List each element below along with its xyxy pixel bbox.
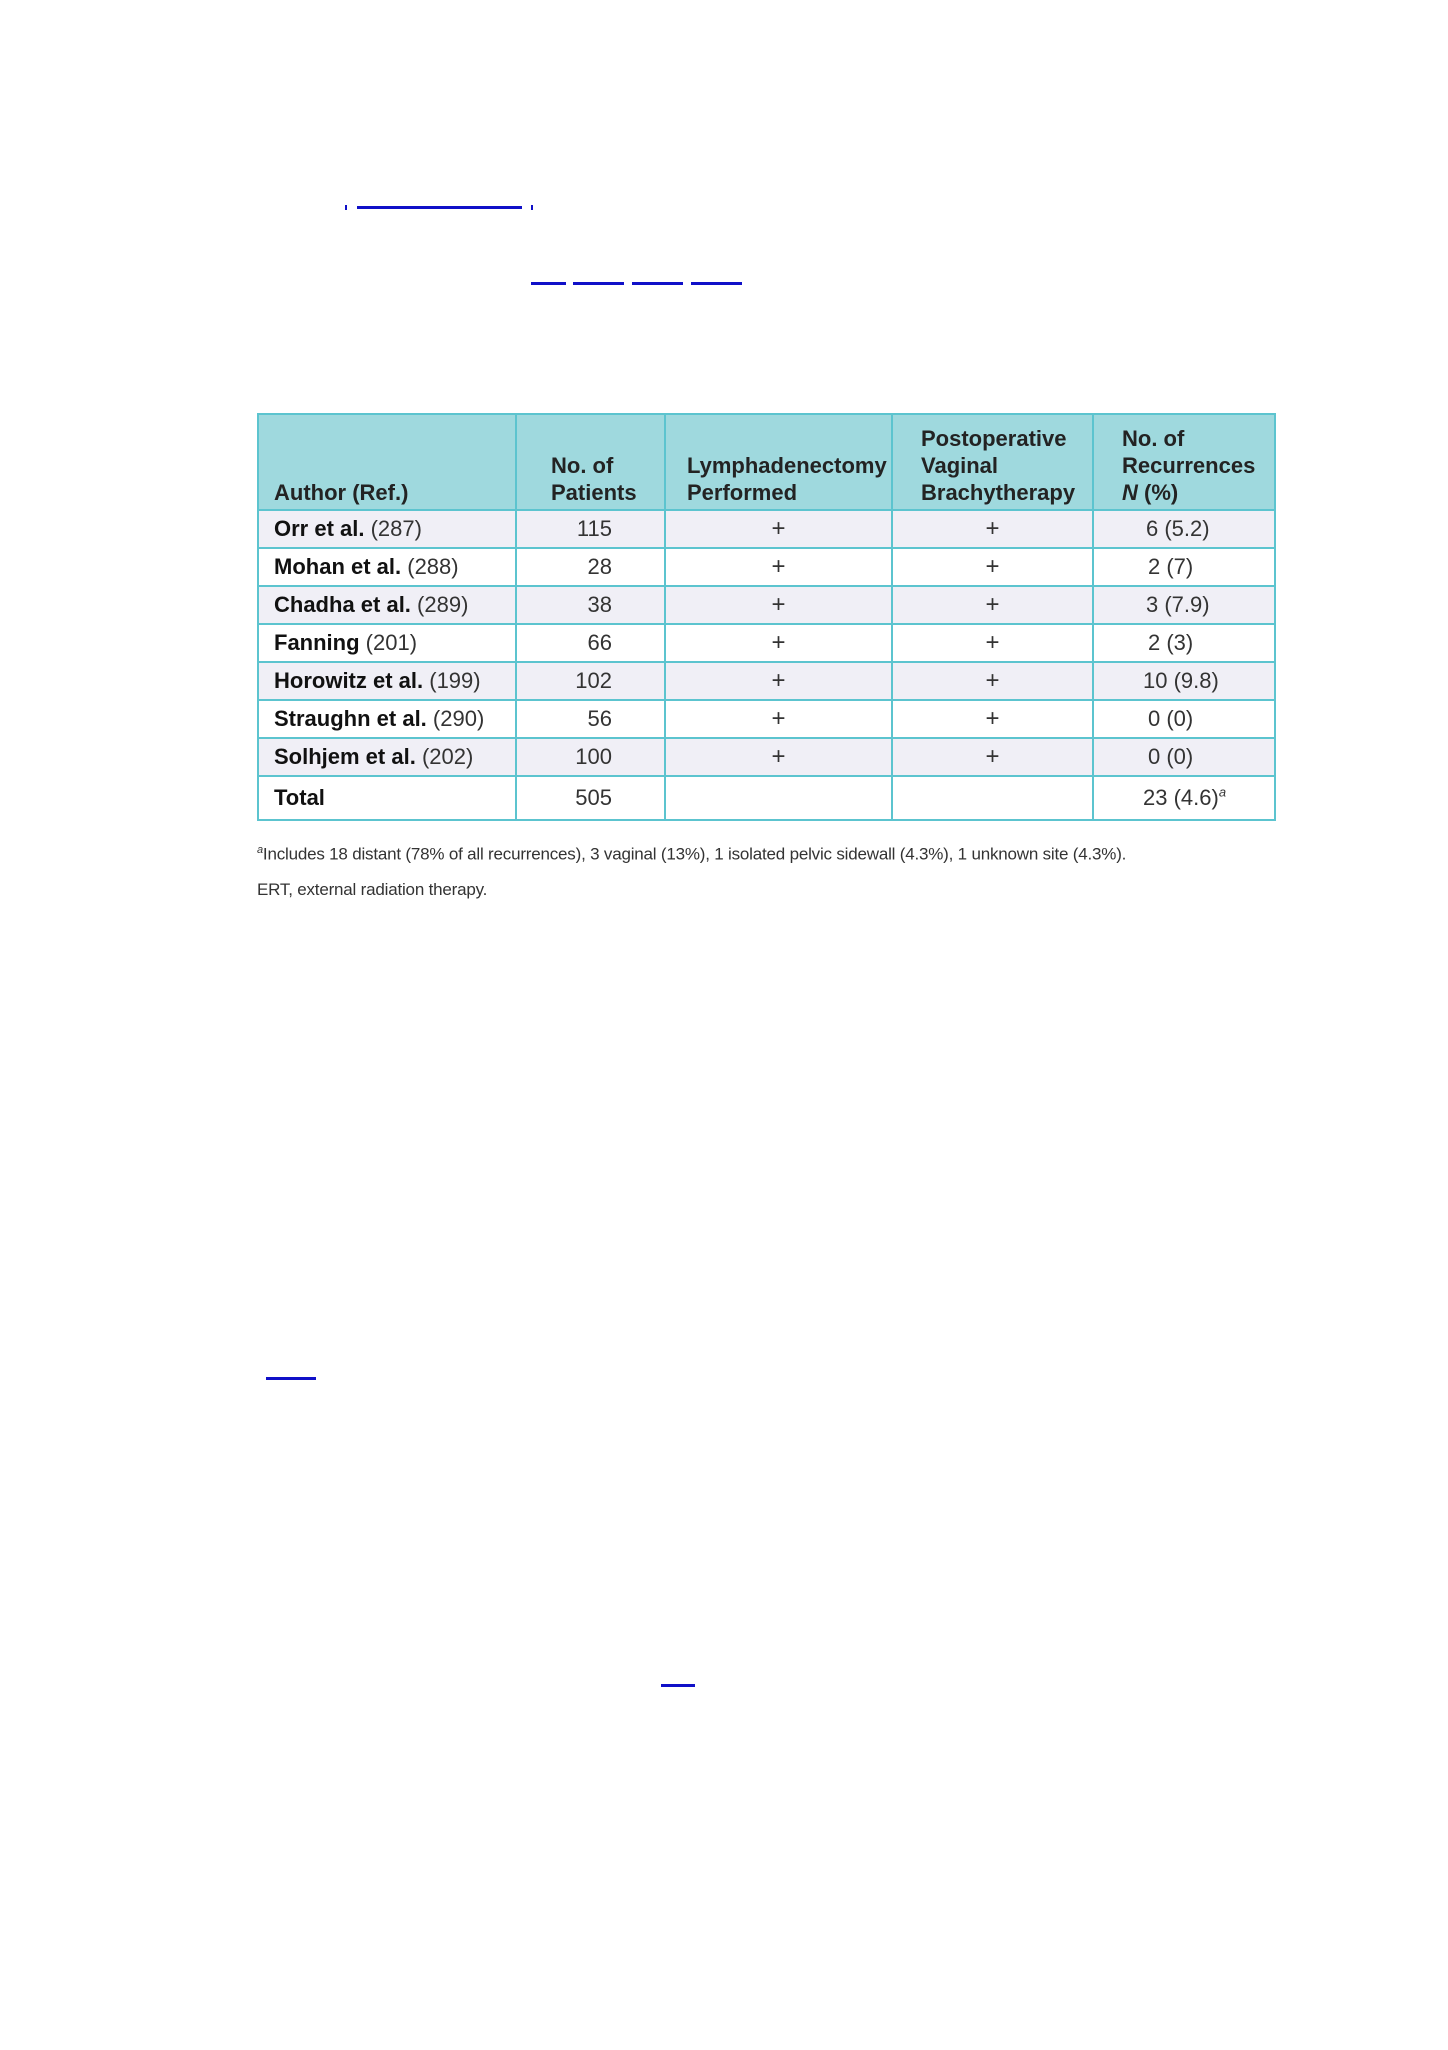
footnote-marker: a xyxy=(1218,784,1227,800)
cell-total-label xyxy=(258,776,516,820)
author-ref: (199) xyxy=(423,668,481,693)
table-row xyxy=(258,624,1275,662)
cell-total-recurrences xyxy=(1093,776,1275,820)
cell-recurrences: 2 (3) xyxy=(1093,624,1275,662)
cell-lymphadenectomy: + xyxy=(665,662,892,700)
footnote-a-marker: a xyxy=(257,844,263,856)
header-brachytherapy xyxy=(892,414,1093,510)
cell-total-lymph-empty xyxy=(665,776,892,820)
header-recurrences xyxy=(1093,414,1275,510)
cell-recurrences: 0 (0) xyxy=(1093,738,1275,776)
cell-brachytherapy: + xyxy=(892,700,1093,738)
cell-lymphadenectomy: + xyxy=(665,624,892,662)
author-ref: (288) xyxy=(401,554,459,579)
cell-author xyxy=(258,700,516,738)
header-brachy-line3: Brachytherapy xyxy=(921,480,1076,505)
table-row xyxy=(258,700,1275,738)
cell-patients: 102 xyxy=(516,662,665,700)
cell-patients: 66 xyxy=(516,624,665,662)
cell-total-brachy-empty xyxy=(892,776,1093,820)
header-patients xyxy=(516,414,665,510)
link-fragment-dot-left xyxy=(345,205,347,210)
table-total-row xyxy=(258,776,1275,820)
cell-author xyxy=(258,548,516,586)
header-brachy-line2: Vaginal xyxy=(921,453,999,478)
cell-brachytherapy: + xyxy=(892,738,1093,776)
header-author xyxy=(258,414,516,510)
table-row xyxy=(258,510,1275,548)
header-patients-line1: No. of xyxy=(551,453,614,478)
cell-lymphadenectomy: + xyxy=(665,510,892,548)
author-ref: (289) xyxy=(410,592,469,617)
cell-author xyxy=(258,662,516,700)
author-ref: (290) xyxy=(426,706,485,731)
cell-patients: 38 xyxy=(516,586,665,624)
link-fragment-dot-right xyxy=(531,205,533,210)
header-recur-pct: (%) xyxy=(1137,480,1179,505)
author-ref: (202) xyxy=(415,744,474,769)
author-ref: (287) xyxy=(364,516,422,541)
cell-brachytherapy: + xyxy=(892,510,1093,548)
total-label: Total xyxy=(274,785,325,810)
link-underline[interactable] xyxy=(632,282,683,285)
total-recurrences-value: 23 (4.6) xyxy=(1143,785,1219,810)
table-row xyxy=(258,548,1275,586)
author-name: Straughn et al. xyxy=(274,706,427,731)
author-name: Mohan et al. xyxy=(274,554,402,579)
cell-recurrences: 10 (9.8) xyxy=(1093,662,1275,700)
cell-patients: 28 xyxy=(516,548,665,586)
cell-author xyxy=(258,510,516,548)
cell-recurrences: 3 (7.9) xyxy=(1093,586,1275,624)
cell-recurrences: 6 (5.2) xyxy=(1093,510,1275,548)
header-recur-line1: No. of xyxy=(1122,426,1185,451)
cell-brachytherapy: + xyxy=(892,662,1093,700)
cell-brachytherapy: + xyxy=(892,548,1093,586)
author-name: Fanning xyxy=(274,630,360,655)
cell-brachytherapy: + xyxy=(892,624,1093,662)
footnote-ert: ERT, external radiation therapy. xyxy=(257,880,488,899)
header-brachy-line1: Postoperative xyxy=(921,426,1067,451)
header-lymphadenectomy xyxy=(665,414,892,510)
author-name: Solhjem et al. xyxy=(274,744,416,769)
author-name: Horowitz et al. xyxy=(274,668,424,693)
footnote-a xyxy=(257,844,1126,865)
author-name: Orr et al. xyxy=(274,516,365,541)
recurrence-table-container xyxy=(257,413,1274,821)
link-underline[interactable] xyxy=(357,206,522,209)
cell-lymphadenectomy: + xyxy=(665,738,892,776)
author-name: Chadha et al. xyxy=(274,592,411,617)
table-row xyxy=(258,738,1275,776)
cell-recurrences: 0 (0) xyxy=(1093,700,1275,738)
cell-lymphadenectomy: + xyxy=(665,700,892,738)
recurrence-table xyxy=(257,413,1276,821)
header-patients-line2: Patients xyxy=(551,480,637,505)
cell-total-patients: 505 xyxy=(516,776,665,820)
cell-patients: 56 xyxy=(516,700,665,738)
cell-recurrences: 2 (7) xyxy=(1093,548,1275,586)
cell-patients: 115 xyxy=(516,510,665,548)
header-lymph-line1: Lymphadenectomy xyxy=(687,453,887,478)
cell-author xyxy=(258,586,516,624)
cell-patients: 100 xyxy=(516,738,665,776)
cell-author xyxy=(258,624,516,662)
footnote-a-text: Includes 18 distant (78% of all recurrences), 3 vaginal (13%), 1 isolated pelvic sidewall (4.3%), 1 unknown site (4.3%). xyxy=(262,844,1127,864)
author-ref: (201) xyxy=(359,630,418,655)
header-author-label: Author (Ref.) xyxy=(274,480,409,505)
header-recur-n: N xyxy=(1122,480,1138,505)
table-row xyxy=(258,662,1275,700)
table-header-row xyxy=(258,414,1275,510)
link-underline[interactable] xyxy=(266,1377,316,1380)
header-lymph-line2: Performed xyxy=(687,480,798,505)
link-underline[interactable] xyxy=(691,282,742,285)
cell-lymphadenectomy: + xyxy=(665,586,892,624)
cell-brachytherapy: + xyxy=(892,586,1093,624)
link-underline[interactable] xyxy=(531,282,566,285)
cell-lymphadenectomy: + xyxy=(665,548,892,586)
link-underline[interactable] xyxy=(661,1684,695,1687)
header-recur-line2: Recurrences xyxy=(1122,453,1256,478)
table-row xyxy=(258,586,1275,624)
cell-author xyxy=(258,738,516,776)
link-underline[interactable] xyxy=(573,282,624,285)
